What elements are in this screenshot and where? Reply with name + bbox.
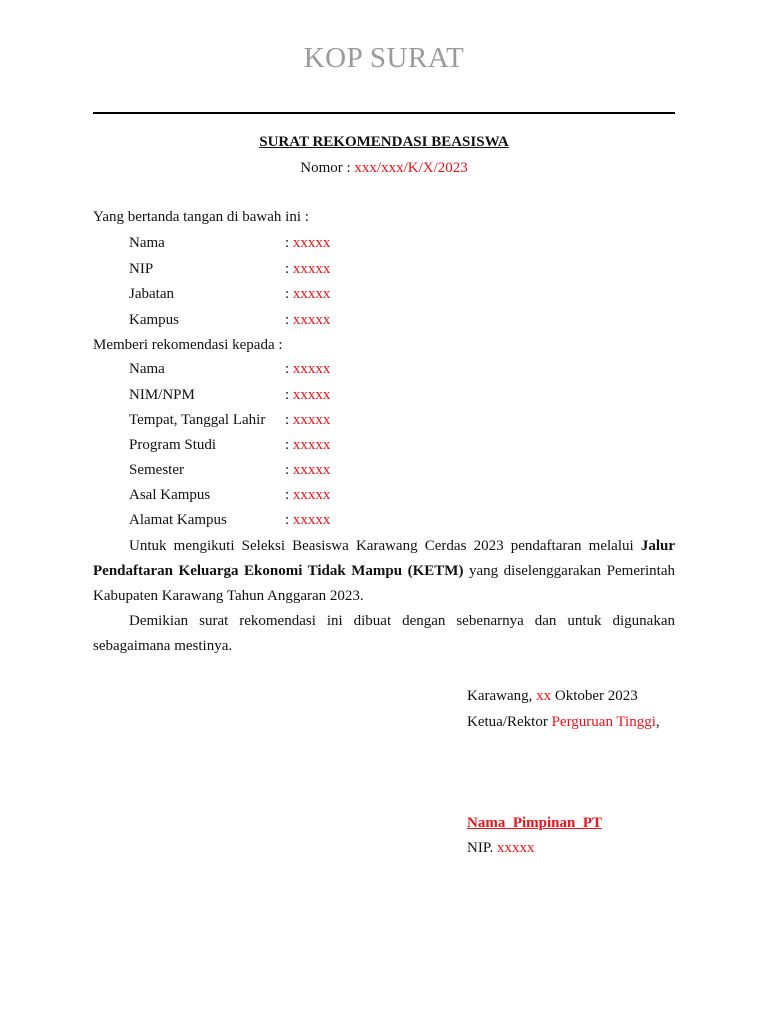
field-value: : xxxxx xyxy=(285,312,331,328)
letter-title: SURAT REKOMENDASI BEASISWA xyxy=(259,134,509,150)
selection-track: Jalur Pendaftaran Keluarga Ekonomi Tidak Mampu (KETM) xyxy=(93,538,675,579)
field-value: : xxxxx xyxy=(285,286,331,302)
signer-intro: Yang bertanda tangan di bawah ini : xyxy=(93,209,309,225)
field-label: Nama xyxy=(129,235,165,251)
field-label: Alamat Kampus xyxy=(129,512,227,528)
field-label: Nama xyxy=(129,361,165,377)
field-label: Jabatan xyxy=(129,286,174,302)
field-label: Program Studi xyxy=(129,437,217,453)
field-label: Asal Kampus xyxy=(129,487,211,503)
field-value: : xxxxx xyxy=(285,412,331,428)
field-label: NIP xyxy=(129,261,154,277)
recipient-intro: Memberi rekomendasi kepada : xyxy=(93,337,283,353)
letterhead-placeholder: KOP SURAT xyxy=(303,42,465,74)
field-value: : xxxxx xyxy=(285,512,331,528)
signer-nip: NIP. xxxxx xyxy=(467,840,535,856)
letter-number-label: Nomor : xyxy=(300,160,355,176)
field-value: : xxxxx xyxy=(285,437,331,453)
letterhead-divider xyxy=(93,112,675,114)
field-label: NIM/NPM xyxy=(129,387,195,403)
field-value: : xxxxx xyxy=(285,361,331,377)
field-value: : xxxxx xyxy=(285,261,331,277)
field-label: Tempat, Tanggal Lahir xyxy=(129,412,266,428)
field-value: : xxxxx xyxy=(285,487,331,503)
signature-place-date: Karawang, xx Oktober 2023 xyxy=(467,688,638,704)
field-value: : xxxxx xyxy=(285,235,331,251)
field-label: Semester xyxy=(129,462,184,478)
field-value: : xxxxx xyxy=(285,462,331,478)
body-paragraph-2: Demikian surat rekomendasi ini dibuat dengan sebenarnya dan untuk digunakan sebagaimana mestinya. xyxy=(93,613,675,654)
body-paragraph-1: Untuk mengikuti Seleksi Beasiswa Karawang Cerdas 2023 pendaftaran melalui Jalur Pendaftaran Keluarga Ekonomi Tidak Mampu (KETM) yang diselenggarakan Pemerintah Kabupaten Karawang Tahun Anggaran 2023. xyxy=(93,538,675,604)
signer-name: Nama Pimpinan PT xyxy=(467,815,603,831)
letter-number-value: xxx/xxx/K/X/2023 xyxy=(354,160,468,176)
field-value: : xxxxx xyxy=(285,387,331,403)
letter-number xyxy=(0,160,768,177)
field-label: Kampus xyxy=(129,312,179,328)
signature-position: Ketua/Rektor Perguruan Tinggi, xyxy=(467,714,660,730)
